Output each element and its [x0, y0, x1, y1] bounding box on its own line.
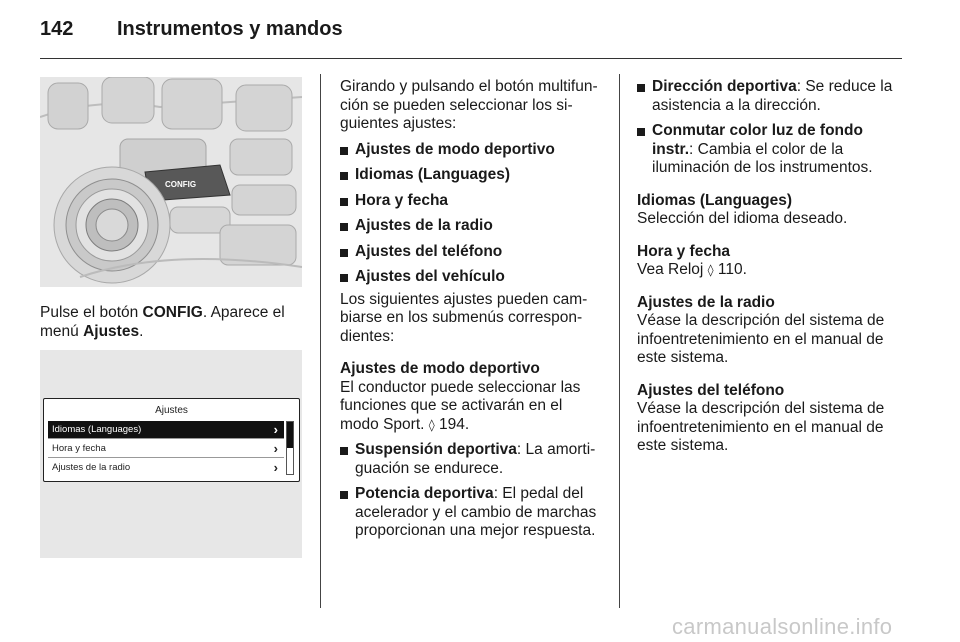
chevron-right-icon: › [273, 441, 278, 456]
languages-text: Selección del idioma deseado. [637, 210, 848, 227]
watermark: carmanualsonline.info [672, 614, 893, 639]
sport-option: Dirección deportiva: Se reduce la asistencia a la dirección. [637, 78, 902, 115]
page-title: Instrumentos y mandos [117, 18, 343, 40]
page-ref-icon: ◊ [428, 417, 435, 432]
control-panel-illustration [40, 77, 302, 287]
config-button-label: CONFIG [165, 180, 197, 189]
menu-item: Idiomas (Languages) [340, 166, 605, 185]
display-row-radio: Ajustes de la radio › [52, 460, 278, 475]
menu-item: Ajustes del teléfono [340, 243, 605, 262]
phone-heading: Ajustes del teléfono [637, 381, 785, 399]
menu-item: Ajustes del vehículo [340, 268, 605, 287]
time-text: Vea Reloj ◊ 110. [637, 261, 747, 278]
chevron-right-icon: › [273, 460, 278, 475]
display-row-time: Hora y fecha › [52, 441, 278, 456]
time-heading: Hora y fecha [637, 242, 731, 260]
column-divider-1 [320, 74, 321, 608]
column-divider-2 [619, 74, 620, 608]
display-separator [48, 438, 284, 439]
intro-text: Girando y pulsando el botón multifunción se pueden seleccionar los siguientes ajustes: [340, 78, 598, 132]
settings-display [43, 398, 300, 482]
submenu-text: Los siguientes ajustes pueden cambiarse en los submenús correspondientes: [340, 290, 588, 345]
header-rule [40, 58, 902, 59]
menu-item: Ajustes de modo deportivo [340, 141, 605, 160]
menu-item: Hora y fecha [340, 192, 605, 211]
radio-heading: Ajustes de la radio [637, 293, 775, 311]
chevron-right-icon: › [273, 422, 278, 437]
config-caption: Pulse el botón CONFIG. Aparece el menú Ajustes. [40, 304, 285, 340]
phone-text: Véase la descripción del sistema de infoentretenimiento en el manual de este sistema. [637, 400, 885, 454]
sport-option: Potencia deportiva: El pedal del acelerador y el cambio de marchas proporcionan una mejor respuesta. [340, 485, 605, 541]
languages-heading: Idiomas (Languages) [637, 191, 793, 209]
display-scrollbar [286, 421, 294, 475]
page-number: 142 [40, 18, 74, 40]
display-separator [48, 457, 284, 458]
sport-text: El conductor puede seleccionar las funciones que se activarán en el modo Sport. ◊ 194. [340, 378, 581, 433]
page-ref-icon: ◊ [707, 263, 714, 277]
sport-option: Conmutar color luz de fondo instr.: Cambia el color de la iluminación de los instrumentos. [637, 122, 902, 178]
column-2 [340, 78, 605, 548]
radio-text: Véase la descripción del sistema de infoentretenimiento en el manual de este sistema. [637, 312, 885, 366]
display-title: Ajustes [155, 405, 188, 416]
sport-option: Suspensión deportiva: La amortiguación se endurece. [340, 441, 605, 478]
display-row-languages: Idiomas (Languages) › [48, 421, 284, 438]
column-3 [637, 78, 902, 463]
sport-heading: Ajustes de modo deportivo [340, 360, 540, 377]
menu-item: Ajustes de la radio [340, 217, 605, 236]
